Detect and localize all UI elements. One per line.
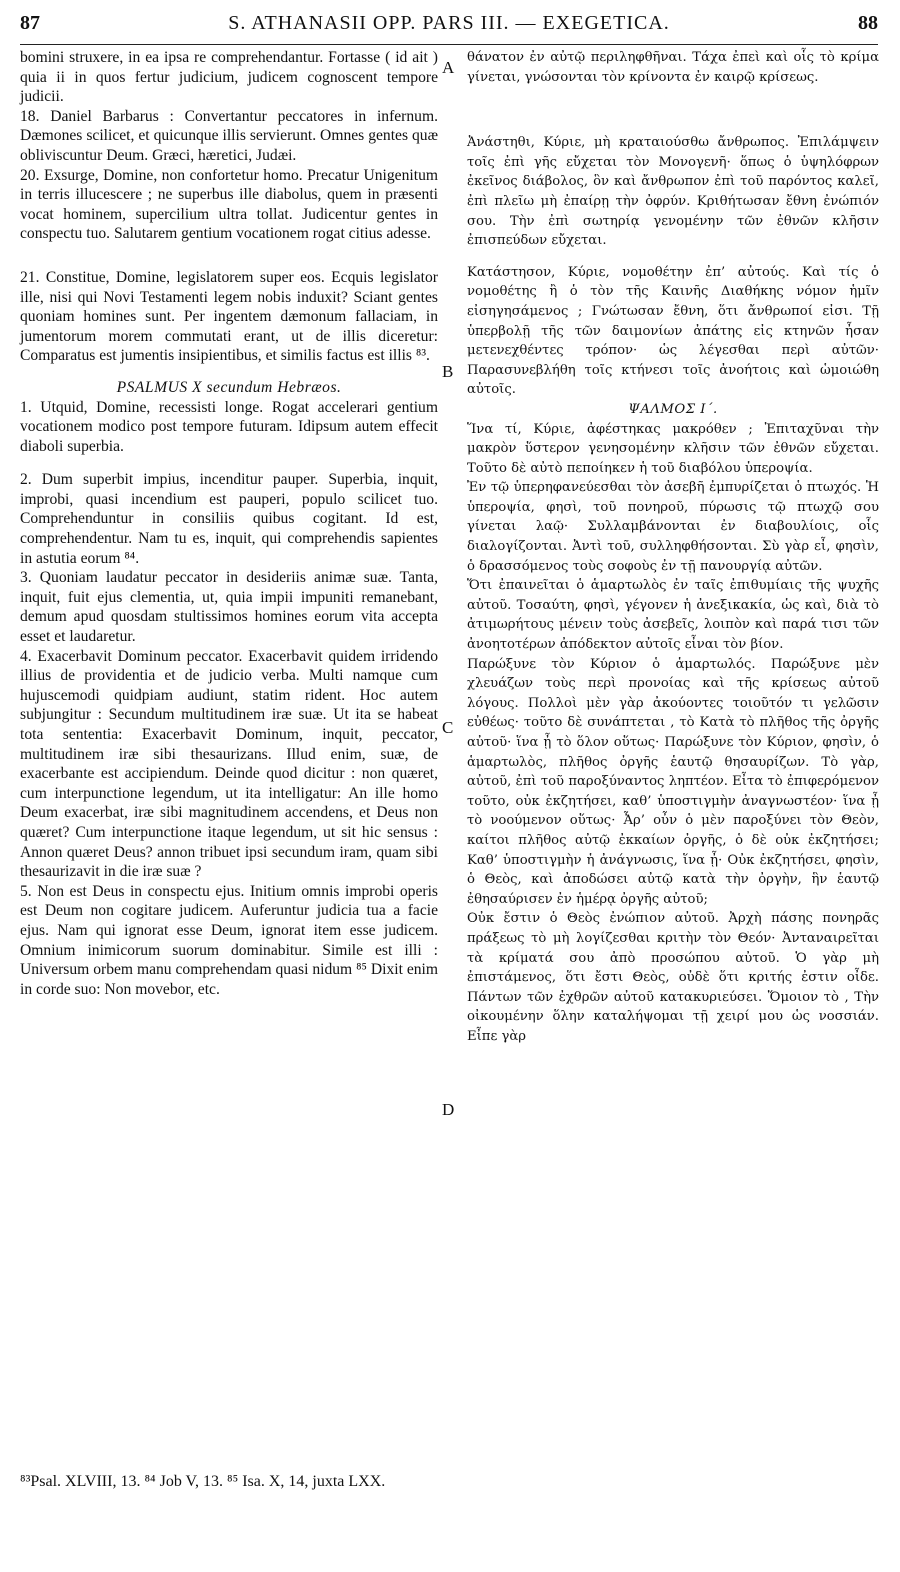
greek-paragraph: Ἀνάστηθι, Κύριε, μὴ κραταιούσθω ἄνθρωπος. Ἐπιλάμψειν τοῖς ἐπὶ γῆς εὔχεται τὸν Μονογενῆ· ὅπως ὁ ὑψηλόφρων ἐκεῖνος διάβολος, ὃν καὶ ἄνθρωπον ἐπὶ τοῦ παρόντος καλεῖ, ἐπὶ πλεῖω μὴ ἐπαίρῃ τὴν ὀφρύν. Κριθήτωσαν ἔθνη ἐνώπιόν σου. Τὴν ἐπὶ σωτηρίᾳ γενομένην τῶν ἐθνῶν κλῆσιν ἐπισπεύδων εὔχεται. [467,135,879,249]
margin-letter-d: D [442,1100,455,1119]
latin-paragraph: 4. Exacerbavit Dominum peccator. Exacerbavit quidem irridendo illius de providentia et de judicio verba. Multi namque cum hujuscemodi quidpiam audiunt, statim rident. Hoc autem subjungitur : Secundum multitudinem iræ suæ. Ut ita se habeat tota sententia: Exacerbavit Dominum, inquit, peccator, multitudinem iræ sibi thesaurizans. Illud enim, suæ, de exacerbante est accipiendum. Deinde quod dicitur : non quæret, cum interpunctione legendum, ut ita intelligatur: An ille homo Deum exacerbat, iræ sibi magnitudinem accendens, et Deus non quæret? Cum interpunctione itaque legendum, ut sit hic sensus : Annon quæret Deus? annon tribuet ipsi secundum iram, quam sibi thesaurizavit in die iræ suæ ? [20,647,438,881]
latin-column [20,48,438,999]
latin-paragraph: 1. Utquid, Domine, recessisti longe. Rogat accelerari gentium vocationem modico post tempore futuram. Idipsum autem effecit diaboli superbia. [20,398,438,455]
greek-paragraph: Κατάστησον, Κύριε, νομοθέτην ἐπ’ αὐτούς. Καὶ τίς ὁ νομοθέτης ἢ ὁ τὸν τῆς Καινῆς Διαθήκης νόμον ἡμῖν εἰσηγησάμενος ; Γνώτωσαν ἔθνη, ὅτι ἄνθρωποί εἰσι. Τῇ ὑπερβολῇ τῆς τῶν δαιμονίων ἀπάτης εἰς κτηνῶν ἦσαν μετενεχθέντες τρόπον· ὡς λέγεσθαι περὶ αὐτῶν· Παρασυνεβλήθη τοῖς κτήνεσι τοῖς ἀνοήτοις καὶ ὡμοιώθη αὐτοῖς. [467,264,879,398]
latin-paragraph: 20. Exsurge, Domine, non confortetur homo. Precatur Unigenitum in terris illucescere ; ne superbus ille diabolus, quem in præsenti vocat hominem, supercilium ultra tollat. Judicentur gentes in conspectu tuo. Salutarem gentium vocationem rogat citius adesse. [20,166,438,243]
latin-paragraph: 18. Daniel Barbarus : Convertantur peccatores in infernum. Dæmones scilicet, et quicunque illis servierunt. Omnes gentes quæ obliviscuntur Deum. Græci, hæretici, Judæi. [20,107,438,164]
greek-psalm-heading: ΨΑΛΜΟΣ Ι΄. [628,401,718,417]
running-header [20,12,878,46]
greek-column [467,48,879,1047]
running-title: S. ATHANASII OPP. PARS III. — EXEGETICA. [228,12,670,34]
header-rule [20,44,878,45]
latin-paragraph: bomini struxere, in ea ipsa re comprehendantur. Fortasse ( id ait ) quia ii in quos fertur judicium, judicem cognoscent tempore judicii. [20,49,438,106]
latin-paragraph: 2. Dum superbit impius, incenditur pauper. Superbia, inquit, improbi, quasi incendium est pauperi, populo scilicet tuo. Comprehenduntur in consiliis quibus cogitant. Id est, comprehendentur. Nam tu es, inquit, qui comprehendis sapientes in astutia eorum ⁸⁴. [20,471,438,567]
margin-letter-c: C [442,718,454,737]
latin-paragraph: 21. Constitue, Domine, legislatorem super eos. Ecquis legislator ille, nisi qui Novi Testamenti legem nobis induxit? Sciant gentes quoniam homines sunt. Per ingentem dæmonum fallaciam, in jumentorum morem commutati erant, ut de illis diceretur: Comparatus est jumentis insipientibus, et similis factus est illis ⁸³. [20,268,438,365]
latin-psalm-heading: PSALMUS X secundum Hebræos. [116,378,342,396]
greek-paragraph: Παρώξυνε τὸν Κύριον ὁ ἁμαρτωλός. Παρώξυνε μὲν χλευάζων τοὺς περὶ προνοίας καὶ τῆς κρίσεως αὐτοῦ λόγους. Πολλοὶ μὲν γὰρ ἀκούοντες τοιοῦτόν τι γελῶσιν εὐθέως· τοῦτο δὲ συνάπτεται , τὸ Κατὰ τὸ πλῆθος τῆς ὀργῆς αὐτοῦ· ἵνα ᾖ τὸ ὅλον οὕτως· Παρώξυνε τὸν Κύριον, φησὶν, ὁ ἁμαρτωλὸς, πλῆθος ὀργῆς ἑαυτῷ θησαυρίζων. Τὸ γὰρ, αὐτοῦ, ἐπὶ τοῦ παροξύναντος ληπτέον. Εἶτα τὸ ἐπιφερόμενον τοῦτο, οὐκ ἐκζητήσει, καθ’ ὑποστιγμὴν ἀναγνωστέον· ἵνα ᾖ τὸ νοούμενον οὕτως· Ἆρ’ οὖν ὁ μὲν παροξύνει τὸν Θεὸν, καίτοι πλῆθος αὐτῷ ἐκκαίων ὀργῆς, ὁ δὲ οὐκ ἐκζητήσει; Καθ’ ὑποστιγμὴν ἡ ἀνάγνωσις, ἵνα ᾖ· Οὐκ ἐκζητήσει, φησὶν, ὁ Θεὸς, καὶ ἀποδώσει αὐτῷ κατὰ τὴν ὀργὴν, ἣν ἑαυτῷ ἐθησαύρισεν ἐν ἡμέρᾳ ὀργῆς αὐτοῦ; [467,656,879,907]
right-page-number: 88 [858,12,878,34]
greek-paragraph: θάνατον ἐν αὐτῷ περιληφθῆναι. Τάχα ἐπεὶ καὶ οἷς τὸ κρίμα γίνεται, γνώσονται τὸν κρίνοντα ἐν καιρῷ κρίσεως. [467,50,879,85]
greek-paragraph: Ὅτι ἐπαινεῖται ὁ ἁμαρτωλὸς ἐν ταῖς ἐπιθυμίαις τῆς ψυχῆς αὐτοῦ. Τοσαύτη, φησὶ, γέγονεν ἡ ἀνεξικακία, ὡς καὶ, διὰ τὸ ἀτιμωρήτους μένειν τοὺς ἀσεβεῖς, λοιπὸν καὶ παρά τισι τῶν ἀνοητοτέρων ἀπόδεκτον αὐτοῖς εἶναι τὸν βίον. [467,578,879,653]
margin-letter-b: B [442,362,454,381]
latin-paragraph: 3. Quoniam laudatur peccator in desideriis animæ suæ. Tanta, inquit, fuit ejus clementia, ut, quia impii impuniti remanebant, demum apud quosdam stultissimos homines eorum vita accepta esset et laudaretur. [20,569,438,646]
greek-paragraph: Οὐκ ἔστιν ὁ Θεὸς ἐνώπιον αὐτοῦ. Ἀρχὴ πάσης πονηρᾶς πράξεως τὸ μὴ λογίζεσθαι κριτὴν τὸν Θεόν· Ἀνταναιρεῖται τὰ κρίματά σου ἀπὸ προσώπου αὐτοῦ. Ὁ γὰρ μὴ ἐπιστάμενος, ὅτι ἔστι Θεὸς, οὐδὲ ὅτι κριτής ἐστιν οἶδε. Πάντων τῶν ἐχθρῶν αὐτοῦ κατακυριεύσει. Ὅμοιον τὸ , Τὴν οἰκουμένην ὅλην καταλήψομαι τῇ χειρί μου ὡς νοσσιάν. Εἶπε γὰρ [467,911,879,1044]
greek-paragraph: Ἵνα τί, Κύριε, ἀφέστηκας μακρόθεν ; Ἐπιταχῦναι τὴν μακρὸν ὕστερον γενησομένην κλῆσιν τῶν ἐθνῶν εὔχεται. Τοῦτο δὲ αὐτὸ πεποίηκεν ἡ τοῦ διαβόλου ὑπεροψία. [467,421,879,476]
left-page-number: 87 [20,12,40,34]
latin-paragraph: 5. Non est Deus in conspectu ejus. Initium omnis improbi operis est Deum non cogitare judicem. Auferuntur judicia tua a facie ejus. Nam qui ignorat esse Deum, ignorat item esse judicem. Omnium inimicorum suorum dominabitur. Simile est illi : Universum orbem manu comprehendam quasi nidum ⁸⁵ Dixit enim in corde suo: Non movebor, etc. [20,882,438,998]
greek-paragraph: Ἐν τῷ ὑπερηφανεύεσθαι τὸν ἀσεβῆ ἐμπυρίζεται ὁ πτωχός. Ἡ ὑπεροψία, φησὶ, τοῦ πονηροῦ, πύρωσις τῷ πτωχῷ σου γίνεται λαῷ· Συλλαμβάνονται ἐν διαβουλίοις, οἷς διαλογίζονται. Ἀντὶ τοῦ, συλληφθήσονται. Σὺ γὰρ εἶ, φησὶν, ὁ δρασσόμενος τοὺς σοφοὺς ἐν τῇ πανουργίᾳ αὐτῶν. [467,480,879,574]
margin-letter-a: A [442,58,455,77]
footnotes: ⁸³Psal. XLVIII, 13. ⁸⁴ Job V, 13. ⁸⁵ Isa. X, 14, juxta LXX. [20,1473,386,1490]
